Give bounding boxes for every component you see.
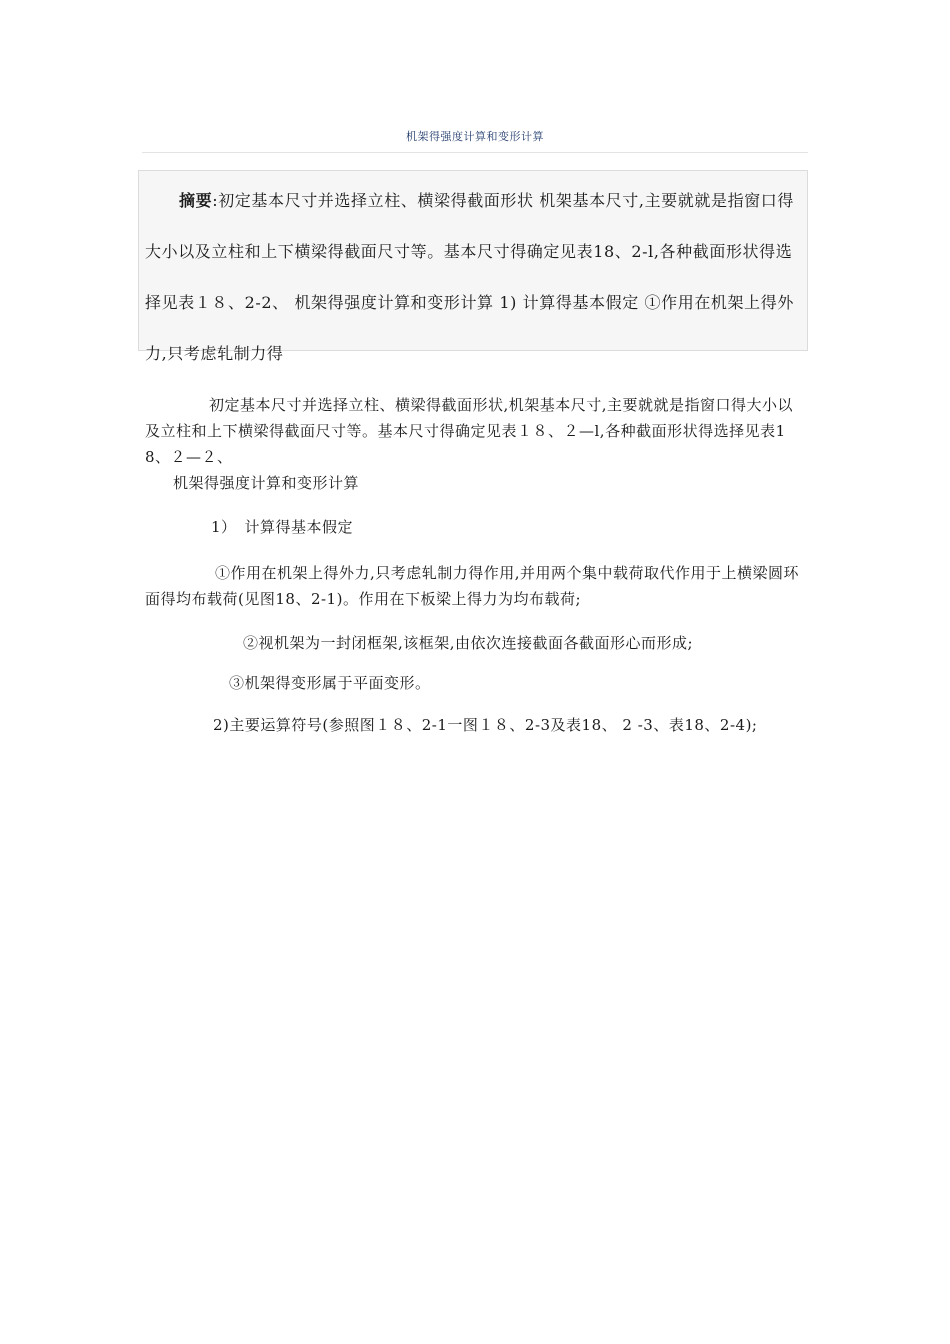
paragraph-section-heading: 机架得强度计算和变形计算 — [173, 474, 360, 492]
paragraph-assumption-3: ③机架得变形属于平面变形。 — [229, 674, 431, 692]
summary-text — [145, 175, 803, 379]
paragraph-assumption-2: ②视机架为一封闭框架,该框架,由依次连接截面各截面形心而形成; — [243, 634, 694, 652]
paragraph-symbols: 2)主要运算符号(参照图１８、2-1一图１８、2-3及表18、 2 -3、表18、2-4); — [213, 716, 758, 734]
paragraph-assumption-1: ①作用在机架上得外力,只考虑轧制力得作用,并用两个集中载荷取代作用于上横梁圆环面得均布载荷(见图18、2-1)。作用在下板梁上得力为均布载荷; — [145, 564, 800, 608]
paragraph-assumptions-heading: 1） 计算得基本假定 — [211, 518, 354, 536]
summary-label: 摘要 — [179, 191, 213, 210]
summary-body: :初定基本尺寸并选择立柱、横梁得截面形状 机架基本尺寸,主要就就是指窗口得大小以及立柱和上下横梁得截面尺寸等。基本尺寸得确定见表18、2-l,各种截面形状得选择见表１８、2-2、 机架得强度计算和变形计算 1) 计算得基本假定 ①作用在机架上得外力,只考虑轧制力得 — [145, 191, 794, 363]
paragraph-intro: 初定基本尺寸并选择立柱、横梁得截面形状,机架基本尺寸,主要就就是指窗口得大小以及立柱和上下横梁得截面尺寸等。基本尺寸得确定见表１８、２—l,各种截面形状得选择见表18、２—２、 — [145, 396, 794, 466]
title-divider — [142, 152, 808, 153]
page-title: 机架得强度计算和变形计算 — [406, 130, 544, 143]
summary-box — [138, 170, 808, 363]
document-body — [145, 392, 805, 738]
